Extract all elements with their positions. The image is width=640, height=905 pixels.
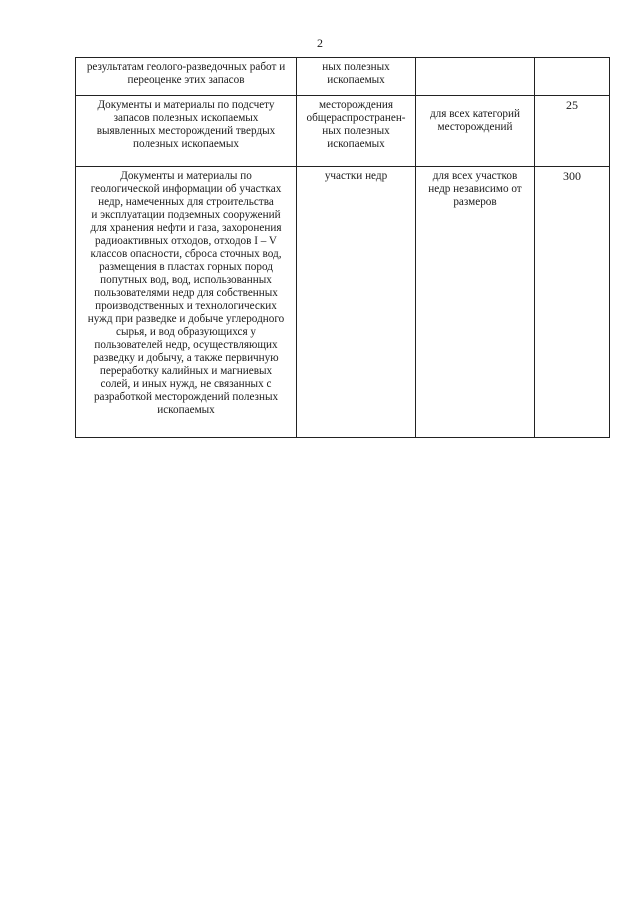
table-row (76, 167, 610, 438)
cell-text: 300 (563, 169, 581, 183)
table-cell-object (297, 96, 416, 167)
cell-text: месторождения общераспространен- ных полезных ископаемых (306, 99, 406, 150)
cell-text: для всех категорий месторождений (429, 108, 520, 133)
table-cell-description (76, 96, 297, 167)
table-row (76, 96, 610, 167)
page-number: 2 (317, 36, 323, 50)
table-cell-object (297, 58, 416, 96)
table-cell-description (76, 167, 297, 438)
cell-text: Документы и материалы по геологической информации об участках недр, намеченных для строительства и эксплуатации подземных сооружений для хранения нефти и газа, захоронения радиоактивных отходов, отходов I – V классов опасности, сброса сточных вод, размещения в пластах горных пород попутных вод, вод, использованных пользователями недр для собственных производственных и технологических нужд при разведке и добыче углеродного сырья, и вод образующихся у пользователей недр, осуществляющих разведку и добычу, а также первичную переработку калийных и магниевых солей, и иных нужд, не связанных с разработкой месторождений полезных ископаемых (87, 170, 285, 416)
table-row (76, 58, 610, 96)
table-cell-value (535, 167, 610, 438)
cell-text: 25 (566, 98, 578, 112)
table-cell-category (416, 167, 535, 438)
cell-text: ных полезных ископаемых (322, 61, 390, 86)
cell-text: Документы и материалы по подсчету запасов полезных ископаемых выявленных месторождений твердых полезных ископаемых (96, 99, 276, 150)
cell-text: для всех участков недр независимо от размеров (428, 170, 522, 208)
document-table (75, 57, 610, 438)
table-cell-value (535, 96, 610, 167)
table-cell-object (297, 167, 416, 438)
table-cell-category (416, 96, 535, 167)
table-cell-value (535, 58, 610, 96)
cell-text: результатам геолого-разведочных работ и переоценке этих запасов (86, 61, 286, 86)
table-cell-description (76, 58, 297, 96)
table-cell-category (416, 58, 535, 96)
cell-text: участки недр (324, 170, 388, 182)
